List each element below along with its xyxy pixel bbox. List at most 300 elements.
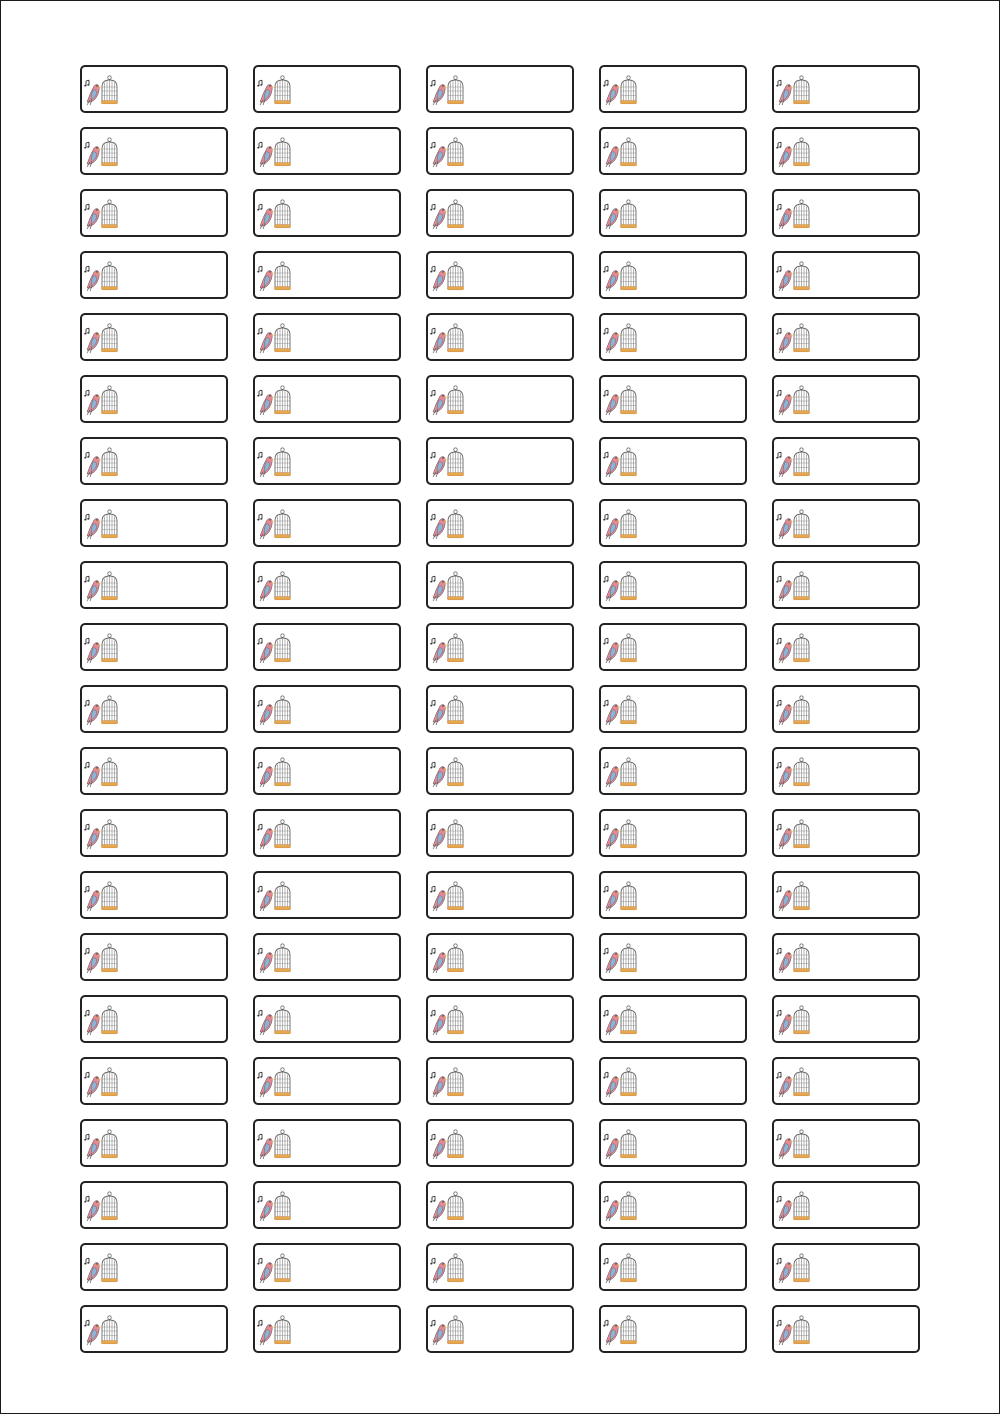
birdcage-icon: [101, 510, 117, 538]
bird-cage-motif: [430, 261, 464, 293]
bird-icon: [87, 333, 101, 354]
address-label[interactable]: [426, 995, 574, 1043]
music-notes-icon: [84, 328, 89, 334]
birdcage-icon: [101, 448, 117, 476]
birdcage-icon: [274, 262, 290, 290]
bird-icon: [606, 85, 620, 106]
music-notes-icon: [776, 1010, 781, 1016]
birdcage-icon: [620, 696, 636, 724]
birdcage-icon: [447, 386, 463, 414]
birdcage-icon: [793, 1130, 809, 1158]
music-notes-icon: [430, 1134, 435, 1140]
birdcage-icon: [620, 262, 636, 290]
birdcage-icon: [101, 1192, 117, 1220]
address-label[interactable]: [426, 685, 574, 733]
music-notes-icon: [430, 762, 435, 768]
music-notes-icon: [776, 80, 781, 86]
birdcage-icon: [101, 1254, 117, 1282]
birdcage-icon: [101, 200, 117, 228]
bird-icon: [606, 767, 620, 788]
address-label[interactable]: [426, 561, 574, 609]
birdcage-icon: [793, 324, 809, 352]
bird-icon: [433, 85, 447, 106]
address-label[interactable]: [253, 189, 401, 237]
address-label[interactable]: [253, 685, 401, 733]
address-label[interactable]: [80, 809, 228, 857]
birdcage-icon: [101, 324, 117, 352]
address-label[interactable]: [599, 1181, 747, 1229]
address-label[interactable]: [599, 127, 747, 175]
bird-cage-motif: [257, 323, 291, 355]
birdcage-icon: [620, 386, 636, 414]
address-label[interactable]: [426, 251, 574, 299]
bird-cage-motif: [257, 757, 291, 789]
address-label[interactable]: [772, 623, 920, 671]
music-notes-icon: [430, 886, 435, 892]
bird-icon: [260, 1015, 274, 1036]
bird-cage-motif: [603, 509, 637, 541]
bird-cage-motif: [430, 1005, 464, 1037]
bird-cage-motif: [84, 1067, 118, 1099]
bird-cage-motif: [603, 943, 637, 975]
bird-icon: [779, 705, 793, 726]
music-notes-icon: [603, 1072, 608, 1078]
music-notes-icon: [603, 1196, 608, 1202]
bird-cage-motif: [430, 633, 464, 665]
address-label[interactable]: [772, 499, 920, 547]
bird-cage-motif: [430, 1315, 464, 1347]
address-label[interactable]: [80, 189, 228, 237]
music-notes-icon: [430, 700, 435, 706]
music-notes-icon: [257, 1010, 262, 1016]
address-label[interactable]: [253, 1181, 401, 1229]
bird-icon: [87, 395, 101, 416]
birdcage-icon: [620, 944, 636, 972]
birdcage-icon: [447, 634, 463, 662]
music-notes-icon: [776, 142, 781, 148]
address-label[interactable]: [599, 933, 747, 981]
music-notes-icon: [430, 266, 435, 272]
bird-icon: [433, 395, 447, 416]
birdcage-icon: [793, 138, 809, 166]
address-label[interactable]: [80, 871, 228, 919]
address-label[interactable]: [426, 1119, 574, 1167]
music-notes-icon: [430, 390, 435, 396]
address-label[interactable]: [253, 1243, 401, 1291]
birdcage-icon: [274, 882, 290, 910]
address-label[interactable]: [426, 127, 574, 175]
music-notes-icon: [603, 204, 608, 210]
address-label[interactable]: [599, 561, 747, 609]
bird-cage-motif: [603, 385, 637, 417]
bird-icon: [779, 147, 793, 168]
music-notes-icon: [84, 948, 89, 954]
bird-cage-motif: [257, 571, 291, 603]
address-label[interactable]: [80, 1057, 228, 1105]
address-label[interactable]: [599, 1243, 747, 1291]
bird-icon: [779, 85, 793, 106]
address-label[interactable]: [426, 375, 574, 423]
bird-icon: [606, 147, 620, 168]
birdcage-icon: [274, 1192, 290, 1220]
birdcage-icon: [793, 944, 809, 972]
address-label[interactable]: [253, 65, 401, 113]
bird-icon: [260, 1263, 274, 1284]
bird-icon: [433, 271, 447, 292]
bird-icon: [260, 891, 274, 912]
bird-cage-motif: [776, 447, 810, 479]
bird-cage-motif: [84, 1191, 118, 1223]
bird-icon: [433, 457, 447, 478]
music-notes-icon: [430, 576, 435, 582]
address-label[interactable]: [772, 375, 920, 423]
bird-icon: [433, 1077, 447, 1098]
address-label[interactable]: [253, 871, 401, 919]
music-notes-icon: [257, 824, 262, 830]
address-label[interactable]: [80, 437, 228, 485]
bird-icon: [260, 1139, 274, 1160]
address-label[interactable]: [253, 251, 401, 299]
bird-cage-motif: [603, 1191, 637, 1223]
bird-cage-motif: [430, 385, 464, 417]
bird-icon: [433, 1015, 447, 1036]
address-label[interactable]: [253, 747, 401, 795]
address-label[interactable]: [772, 685, 920, 733]
address-label[interactable]: [80, 499, 228, 547]
birdcage-icon: [620, 200, 636, 228]
music-notes-icon: [776, 824, 781, 830]
music-notes-icon: [84, 762, 89, 768]
address-label[interactable]: [426, 1243, 574, 1291]
address-label[interactable]: [599, 1119, 747, 1167]
address-label[interactable]: [426, 65, 574, 113]
music-notes-icon: [257, 1072, 262, 1078]
music-notes-icon: [84, 638, 89, 644]
address-label[interactable]: [772, 933, 920, 981]
bird-icon: [87, 705, 101, 726]
birdcage-icon: [620, 1316, 636, 1344]
music-notes-icon: [257, 452, 262, 458]
birdcage-icon: [274, 696, 290, 724]
address-label[interactable]: [599, 437, 747, 485]
address-label[interactable]: [772, 871, 920, 919]
address-label[interactable]: [426, 189, 574, 237]
bird-cage-motif: [776, 1129, 810, 1161]
bird-cage-motif: [430, 695, 464, 727]
address-label[interactable]: [253, 1057, 401, 1105]
address-label[interactable]: [80, 995, 228, 1043]
bird-cage-motif: [257, 1315, 291, 1347]
address-label[interactable]: [772, 313, 920, 361]
bird-icon: [606, 1139, 620, 1160]
address-label[interactable]: [599, 499, 747, 547]
birdcage-icon: [274, 1068, 290, 1096]
bird-cage-motif: [430, 943, 464, 975]
bird-cage-motif: [257, 447, 291, 479]
address-label[interactable]: [599, 747, 747, 795]
address-label[interactable]: [80, 561, 228, 609]
bird-icon: [260, 581, 274, 602]
birdcage-icon: [447, 138, 463, 166]
bird-cage-motif: [430, 819, 464, 851]
bird-icon: [260, 85, 274, 106]
address-label[interactable]: [253, 933, 401, 981]
birdcage-icon: [101, 634, 117, 662]
music-notes-icon: [257, 266, 262, 272]
address-label[interactable]: [599, 251, 747, 299]
bird-cage-motif: [776, 75, 810, 107]
music-notes-icon: [257, 1196, 262, 1202]
address-label[interactable]: [599, 1057, 747, 1105]
bird-cage-motif: [430, 1191, 464, 1223]
address-label[interactable]: [253, 623, 401, 671]
address-label[interactable]: [253, 437, 401, 485]
music-notes-icon: [84, 1196, 89, 1202]
address-label[interactable]: [772, 1119, 920, 1167]
bird-icon: [779, 209, 793, 230]
birdcage-icon: [793, 820, 809, 848]
bird-cage-motif: [84, 509, 118, 541]
address-label[interactable]: [80, 65, 228, 113]
bird-cage-motif: [776, 943, 810, 975]
music-notes-icon: [257, 514, 262, 520]
bird-cage-motif: [84, 881, 118, 913]
bird-icon: [433, 767, 447, 788]
music-notes-icon: [84, 1010, 89, 1016]
bird-cage-motif: [603, 1005, 637, 1037]
address-label[interactable]: [253, 1119, 401, 1167]
birdcage-icon: [274, 386, 290, 414]
bird-icon: [260, 209, 274, 230]
address-label[interactable]: [599, 809, 747, 857]
birdcage-icon: [101, 138, 117, 166]
birdcage-icon: [620, 1254, 636, 1282]
bird-cage-motif: [430, 1253, 464, 1285]
music-notes-icon: [776, 390, 781, 396]
music-notes-icon: [84, 80, 89, 86]
bird-icon: [260, 1201, 274, 1222]
birdcage-icon: [447, 820, 463, 848]
address-label[interactable]: [599, 313, 747, 361]
bird-cage-motif: [257, 75, 291, 107]
bird-cage-motif: [84, 447, 118, 479]
music-notes-icon: [257, 700, 262, 706]
music-notes-icon: [257, 328, 262, 334]
bird-cage-motif: [776, 261, 810, 293]
music-notes-icon: [776, 700, 781, 706]
bird-cage-motif: [257, 385, 291, 417]
bird-icon: [433, 209, 447, 230]
address-label[interactable]: [426, 313, 574, 361]
bird-cage-motif: [603, 571, 637, 603]
music-notes-icon: [84, 824, 89, 830]
address-label[interactable]: [426, 1305, 574, 1353]
bird-cage-motif: [430, 1129, 464, 1161]
address-label[interactable]: [253, 995, 401, 1043]
address-label[interactable]: [253, 809, 401, 857]
bird-icon: [606, 1201, 620, 1222]
music-notes-icon: [84, 204, 89, 210]
address-label[interactable]: [80, 623, 228, 671]
bird-icon: [779, 581, 793, 602]
birdcage-icon: [793, 386, 809, 414]
music-notes-icon: [257, 638, 262, 644]
address-label[interactable]: [426, 809, 574, 857]
bird-cage-motif: [430, 1067, 464, 1099]
address-label[interactable]: [772, 65, 920, 113]
address-label[interactable]: [772, 1243, 920, 1291]
bird-cage-motif: [776, 819, 810, 851]
bird-icon: [433, 953, 447, 974]
address-label[interactable]: [253, 1305, 401, 1353]
music-notes-icon: [84, 1320, 89, 1326]
music-notes-icon: [776, 1258, 781, 1264]
music-notes-icon: [603, 576, 608, 582]
address-label[interactable]: [772, 189, 920, 237]
bird-icon: [87, 767, 101, 788]
bird-icon: [260, 1325, 274, 1346]
address-label[interactable]: [772, 561, 920, 609]
bird-icon: [779, 1139, 793, 1160]
bird-icon: [779, 519, 793, 540]
birdcage-icon: [793, 882, 809, 910]
address-label[interactable]: [599, 871, 747, 919]
birdcage-icon: [793, 1068, 809, 1096]
address-label[interactable]: [80, 1305, 228, 1353]
bird-icon: [779, 1201, 793, 1222]
music-notes-icon: [603, 514, 608, 520]
address-label[interactable]: [426, 933, 574, 981]
address-label[interactable]: [80, 685, 228, 733]
address-label[interactable]: [599, 65, 747, 113]
bird-icon: [779, 891, 793, 912]
bird-cage-motif: [84, 943, 118, 975]
birdcage-icon: [101, 386, 117, 414]
bird-icon: [779, 643, 793, 664]
bird-icon: [779, 457, 793, 478]
address-label[interactable]: [599, 995, 747, 1043]
address-label[interactable]: [772, 809, 920, 857]
music-notes-icon: [84, 886, 89, 892]
birdcage-icon: [793, 510, 809, 538]
music-notes-icon: [84, 1258, 89, 1264]
address-label[interactable]: [426, 871, 574, 919]
music-notes-icon: [430, 1072, 435, 1078]
bird-icon: [87, 891, 101, 912]
address-label[interactable]: [772, 437, 920, 485]
bird-icon: [606, 1325, 620, 1346]
address-label[interactable]: [772, 1057, 920, 1105]
address-label[interactable]: [772, 747, 920, 795]
birdcage-icon: [274, 944, 290, 972]
address-label[interactable]: [426, 499, 574, 547]
bird-icon: [260, 333, 274, 354]
address-label[interactable]: [80, 1119, 228, 1167]
birdcage-icon: [793, 76, 809, 104]
address-label[interactable]: [426, 747, 574, 795]
address-label[interactable]: [599, 375, 747, 423]
bird-cage-motif: [776, 757, 810, 789]
address-label[interactable]: [80, 375, 228, 423]
bird-icon: [260, 1077, 274, 1098]
address-label[interactable]: [599, 1305, 747, 1353]
address-label[interactable]: [80, 1181, 228, 1229]
bird-cage-motif: [430, 509, 464, 541]
bird-cage-motif: [257, 1129, 291, 1161]
bird-cage-motif: [257, 199, 291, 231]
address-label[interactable]: [772, 251, 920, 299]
music-notes-icon: [257, 576, 262, 582]
music-notes-icon: [603, 700, 608, 706]
bird-cage-motif: [603, 757, 637, 789]
address-label[interactable]: [426, 437, 574, 485]
bird-cage-motif: [603, 1253, 637, 1285]
birdcage-icon: [447, 1192, 463, 1220]
bird-cage-motif: [603, 819, 637, 851]
music-notes-icon: [430, 328, 435, 334]
bird-cage-motif: [430, 881, 464, 913]
address-label[interactable]: [253, 499, 401, 547]
address-label[interactable]: [80, 1243, 228, 1291]
address-label[interactable]: [253, 313, 401, 361]
address-label[interactable]: [80, 127, 228, 175]
bird-icon: [779, 1015, 793, 1036]
birdcage-icon: [101, 820, 117, 848]
address-label[interactable]: [80, 313, 228, 361]
bird-icon: [433, 519, 447, 540]
address-label[interactable]: [80, 251, 228, 299]
address-label[interactable]: [80, 933, 228, 981]
address-label[interactable]: [426, 1181, 574, 1229]
bird-icon: [779, 271, 793, 292]
music-notes-icon: [776, 204, 781, 210]
birdcage-icon: [447, 572, 463, 600]
bird-cage-motif: [84, 757, 118, 789]
music-notes-icon: [430, 204, 435, 210]
music-notes-icon: [603, 948, 608, 954]
music-notes-icon: [84, 514, 89, 520]
address-label[interactable]: [599, 189, 747, 237]
address-label[interactable]: [772, 995, 920, 1043]
bird-icon: [433, 1263, 447, 1284]
bird-cage-motif: [84, 571, 118, 603]
address-label[interactable]: [599, 623, 747, 671]
music-notes-icon: [257, 948, 262, 954]
address-label[interactable]: [772, 1305, 920, 1353]
bird-icon: [433, 147, 447, 168]
bird-cage-motif: [84, 199, 118, 231]
address-label[interactable]: [80, 747, 228, 795]
address-label[interactable]: [772, 1181, 920, 1229]
address-label[interactable]: [253, 127, 401, 175]
bird-cage-motif: [603, 881, 637, 913]
music-notes-icon: [776, 1196, 781, 1202]
address-label[interactable]: [253, 375, 401, 423]
address-label[interactable]: [599, 685, 747, 733]
bird-cage-motif: [84, 323, 118, 355]
address-label[interactable]: [253, 561, 401, 609]
address-label[interactable]: [426, 1057, 574, 1105]
bird-icon: [260, 147, 274, 168]
music-notes-icon: [430, 1010, 435, 1016]
address-label[interactable]: [772, 127, 920, 175]
bird-cage-motif: [430, 75, 464, 107]
birdcage-icon: [274, 324, 290, 352]
bird-icon: [87, 1139, 101, 1160]
birdcage-icon: [101, 696, 117, 724]
address-label[interactable]: [426, 623, 574, 671]
bird-icon: [260, 519, 274, 540]
